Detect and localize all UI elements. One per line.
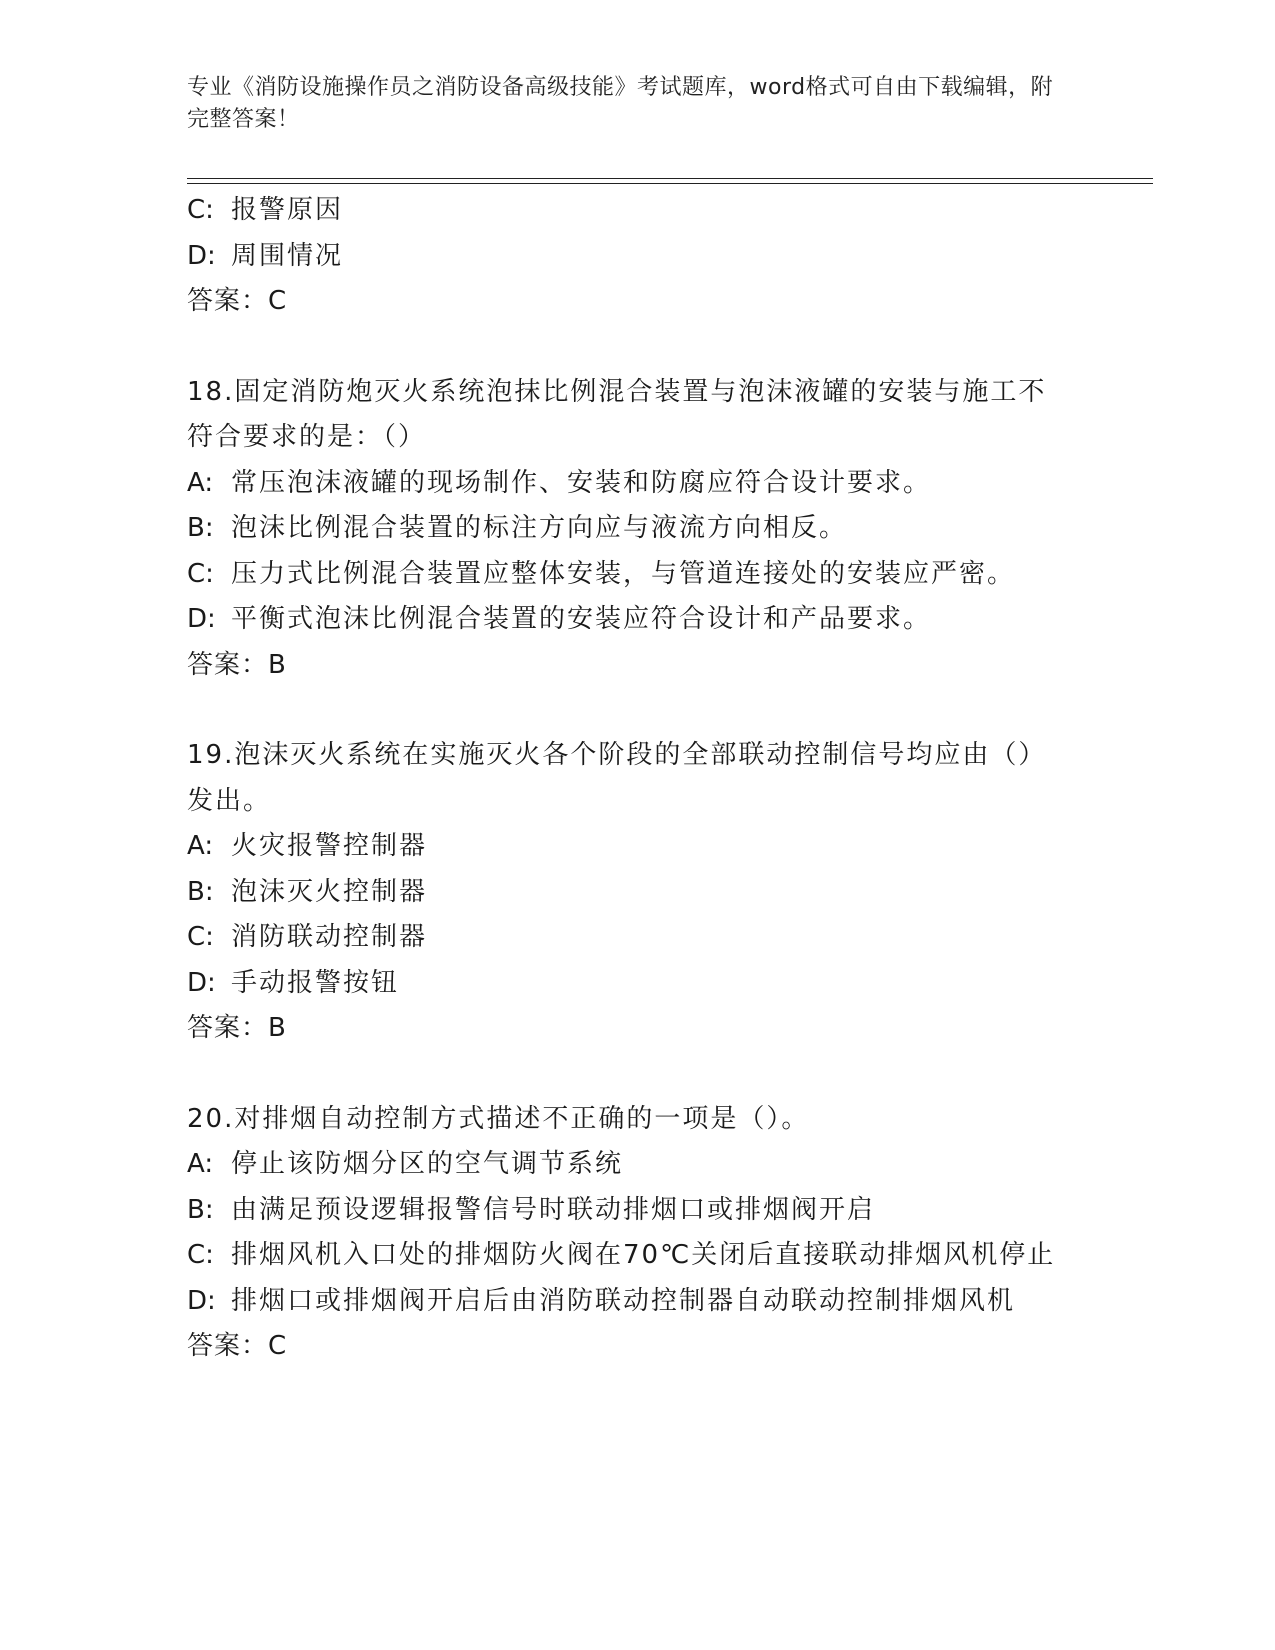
option-text: 泡沫灭火控制器 [231,876,428,907]
option-text: 周围情况 [231,240,344,271]
option-text: 平衡式泡沫比例混合装置的安装应符合设计和产品要求。 [231,604,932,634]
option-b [187,870,1187,916]
option-text: 手动报警按钮 [231,967,400,998]
option-letter: C: [187,922,214,952]
option-letter: D: [187,240,216,271]
answer-line: 答案：B [187,649,287,680]
option-text: 泡沫比例混合装置的标注方向应与液流方向相反。 [231,513,848,543]
option-text: 排烟风机入口处的排烟防火阀在70℃关闭后直接联动排烟风机停止 [231,1240,1056,1270]
option-text: 排烟口或排烟阀开启后由消防联动控制器自动联动控制排烟风机 [231,1285,1016,1316]
continued-question [187,188,1187,325]
option-b [187,506,1187,552]
option-text: 压力式比例混合装置应整体安装，与管道连接处的安装应严密。 [231,558,1016,589]
option-letter: D: [187,1285,216,1316]
option-d [187,961,1187,1007]
option-a [187,1142,1187,1188]
option-letter: D: [187,967,216,998]
option-text: 报警原因 [231,195,344,225]
answer-line: 答案：C [187,1331,288,1361]
option-d [187,1279,1187,1325]
question-text: 18.固定消防炮灭火系统泡抹比例混合装置与泡沫液罐的安装与施工不符合要求的是：（） [187,376,1047,452]
option-c [187,188,1187,234]
question-18 [187,370,1187,689]
answer-line: 答案：C [187,286,288,316]
option-letter: B: [187,1194,214,1225]
option-a [187,824,1187,870]
option-letter: C: [187,558,214,589]
option-b [187,1188,1187,1234]
answer-line: 答案：B [187,1013,287,1043]
option-text: 常压泡沫液罐的现场制作、安装和防腐应符合设计要求。 [231,467,932,498]
option-d [187,597,1187,643]
question-text: 19.泡沫灭火系统在实施灭火各个阶段的全部联动控制信号均应由（）发出。 [187,740,1047,816]
option-d [187,234,1187,280]
option-letter: A: [187,831,214,861]
question-content [187,188,1187,1370]
option-a [187,461,1187,507]
option-letter: B: [187,876,214,907]
header-rule-bottom [187,183,1153,184]
question-19 [187,733,1187,1052]
option-c [187,915,1187,961]
document-header: 专业《消防设施操作员之消防设备高级技能》考试题库，word格式可自由下载编辑，附完整答案！ [187,75,1054,132]
option-letter: C: [187,195,214,225]
option-letter: A: [187,1149,214,1179]
question-text: 20.对排烟自动控制方式描述不正确的一项是（）。 [187,1103,810,1134]
option-letter: D: [187,604,216,634]
option-text: 火灾报警控制器 [231,831,428,861]
option-c [187,1233,1187,1279]
option-text: 停止该防烟分区的空气调节系统 [231,1149,624,1179]
option-letter: B: [187,513,214,543]
header-rule-top [187,178,1153,179]
option-c [187,552,1187,598]
option-letter: A: [187,467,214,498]
option-text: 消防联动控制器 [231,922,428,952]
option-text: 由满足预设逻辑报警信号时联动排烟口或排烟阀开启 [231,1194,876,1225]
option-letter: C: [187,1240,214,1270]
question-20 [187,1097,1187,1370]
